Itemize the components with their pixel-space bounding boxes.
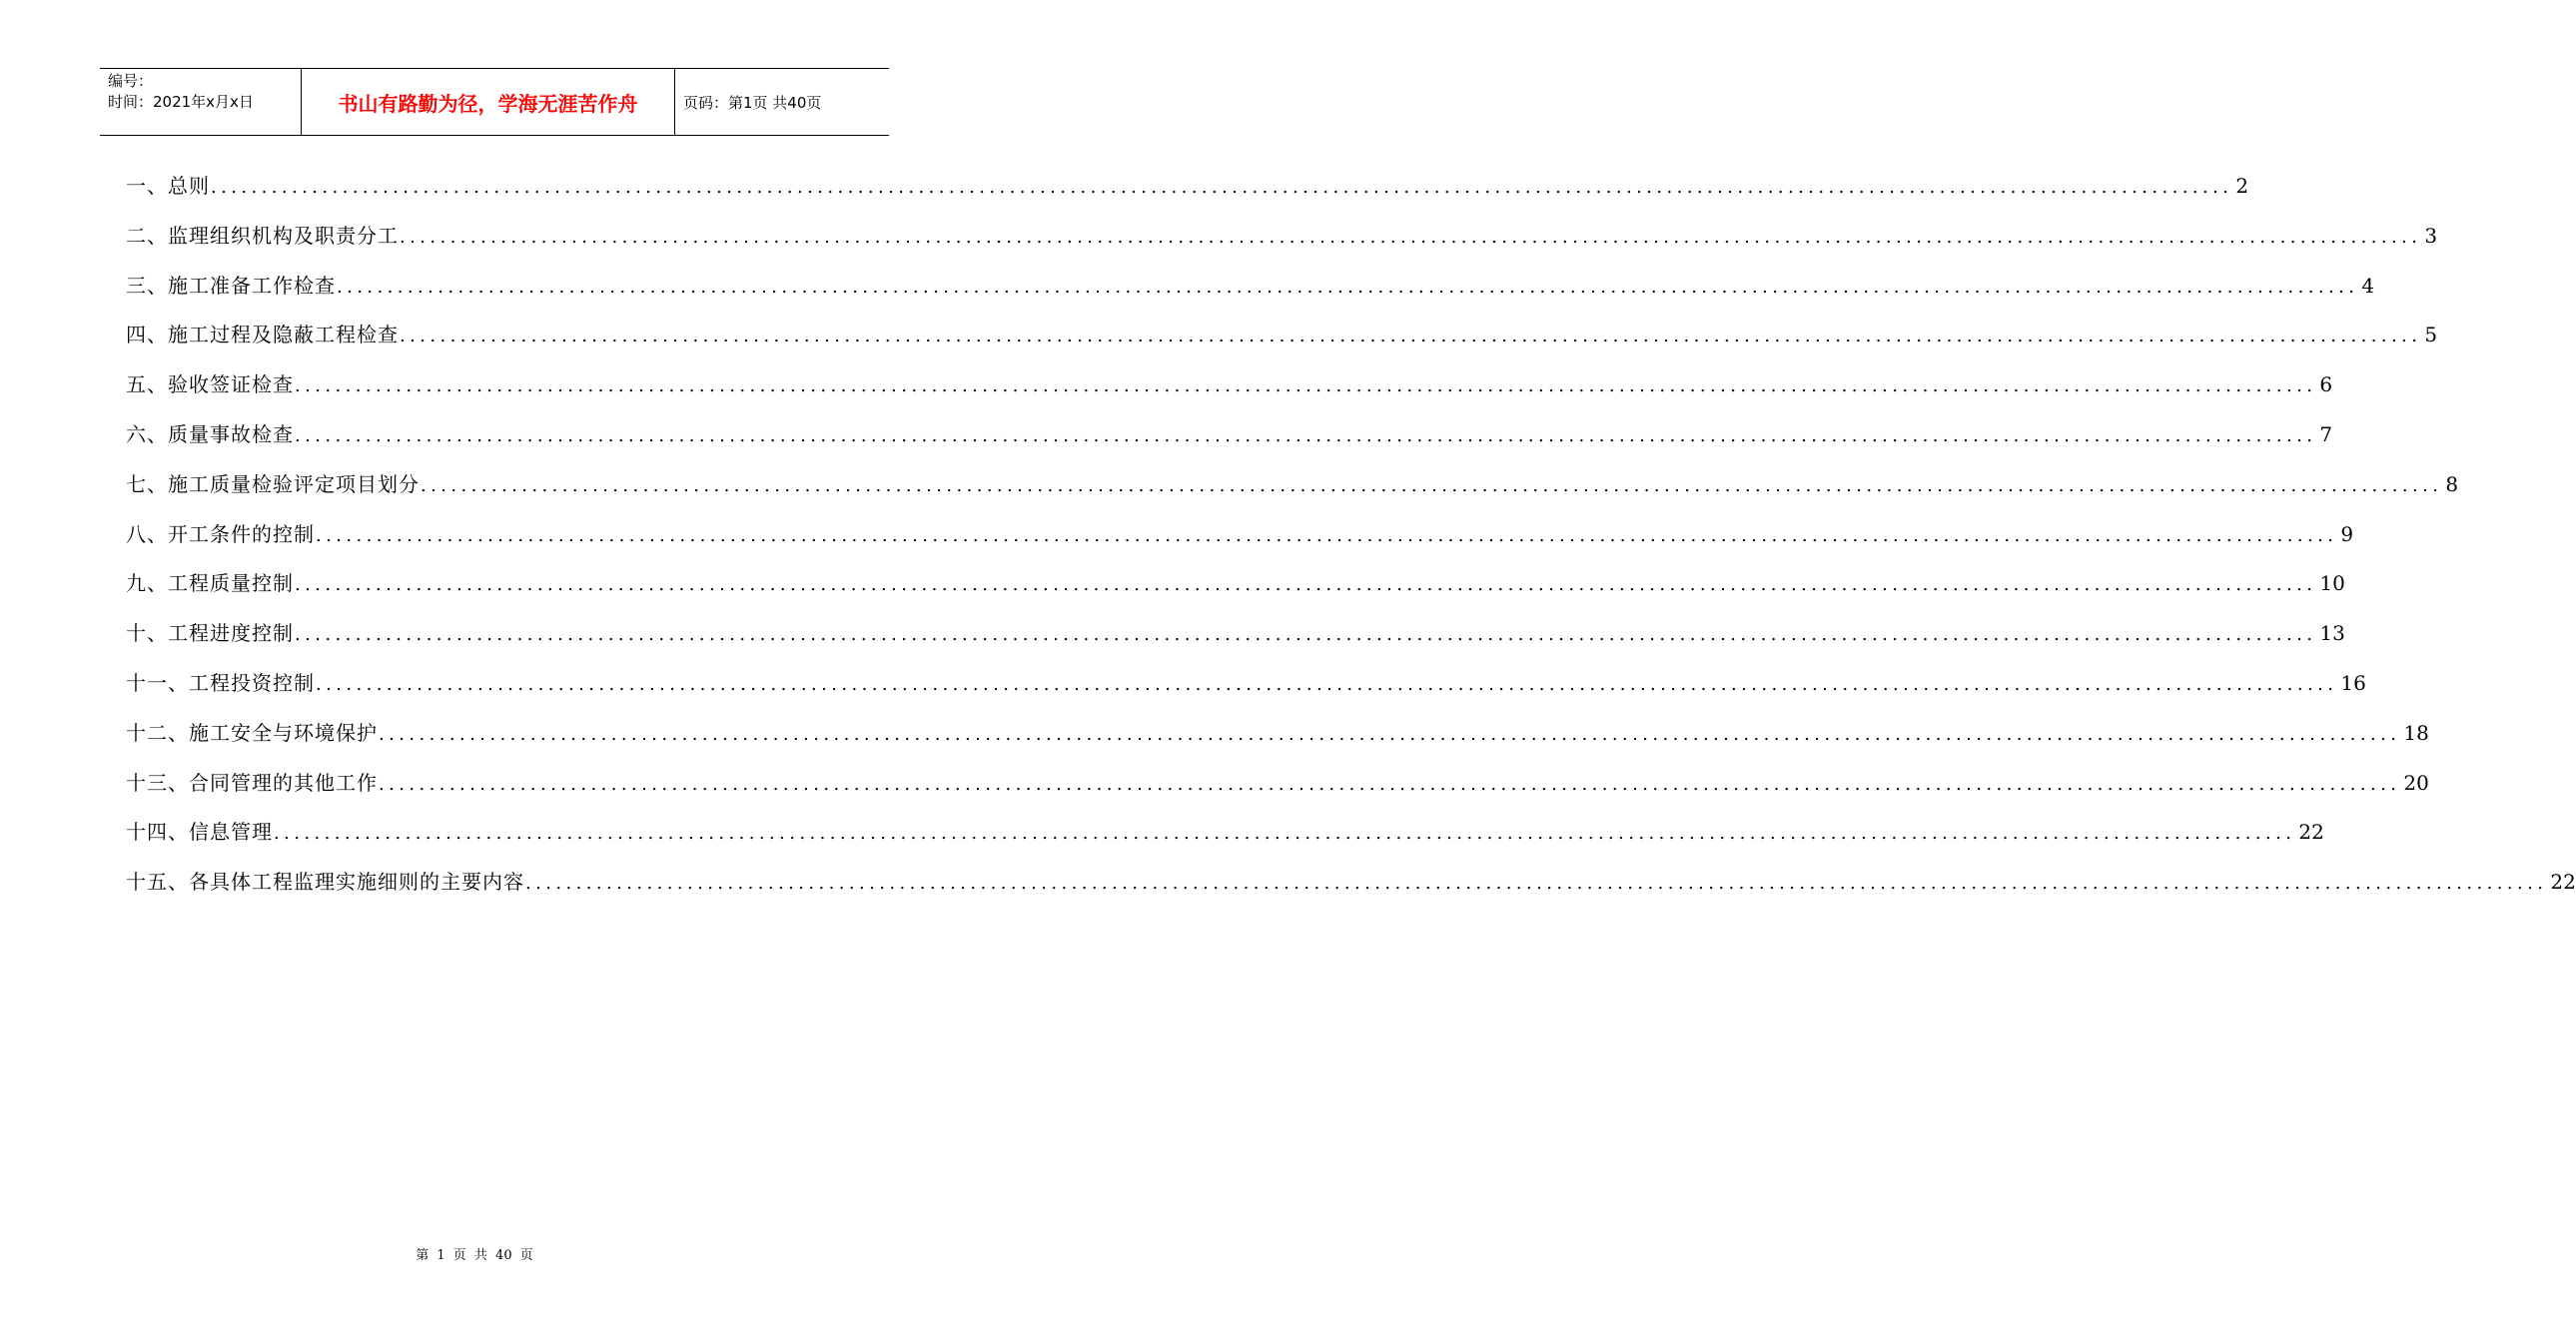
toc-entry[interactable]: [126, 366, 2333, 416]
toc-entry-page-number: 10: [2319, 571, 2345, 596]
toc-entry-title: 十三、合同管理的其他工作: [126, 770, 378, 795]
toc-dot-leader: ........................................................................................................................................................................................................: [295, 424, 2317, 446]
toc-dot-leader: ........................................................................................................................................................................................................: [295, 375, 2317, 397]
toc-dot-leader: ........................................................................................................................................................................................................: [400, 326, 2422, 347]
toc-entry-title: 八、开工条件的控制: [126, 521, 315, 546]
toc-entry[interactable]: [126, 168, 2249, 218]
toc-entry-page-number: 9: [2340, 521, 2354, 546]
toc-entry[interactable]: [126, 218, 2438, 268]
footer-page-number: 第 1 页 共 40 页: [416, 1248, 533, 1263]
toc-entry-page-number: 6: [2319, 372, 2333, 397]
toc-entry[interactable]: [126, 268, 2375, 318]
page-header: [100, 68, 889, 136]
toc-entry-title: 四、施工过程及隐蔽工程检查: [126, 323, 399, 347]
time-label: 时间：2021年x月x日: [108, 93, 254, 111]
toc-entry[interactable]: [126, 466, 2459, 516]
toc-dot-leader: ........................................................................................................................................................................................................: [316, 673, 2338, 695]
toc-entry-title: 十五、各具体工程监理实施细则的主要内容: [126, 870, 524, 895]
toc-dot-leader: ........................................................................................................................................................................................................: [400, 226, 2422, 248]
toc-entry-title: 六、质量事故检查: [126, 421, 294, 446]
toc-dot-leader: ........................................................................................................................................................................................................: [295, 574, 2317, 596]
toc-entry-page-number: 22: [2550, 870, 2576, 895]
toc-entry-title: 十四、信息管理: [126, 820, 273, 845]
header-meta-cell: [100, 69, 302, 135]
toc-entry[interactable]: [126, 416, 2333, 466]
toc-entry-page-number: 13: [2319, 621, 2345, 646]
toc-dot-leader: ........................................................................................................................................................................................................: [379, 773, 2401, 795]
toc-entry[interactable]: [126, 615, 2345, 665]
toc-entry[interactable]: [126, 565, 2345, 615]
toc-entry-page-number: 7: [2319, 421, 2333, 446]
number-label: 编号：: [108, 72, 154, 90]
toc-entry-page-number: 3: [2424, 223, 2438, 248]
header-page-cell: [675, 69, 889, 135]
toc-entry[interactable]: [126, 765, 2429, 815]
toc-entry-page-number: 8: [2445, 471, 2459, 496]
toc-entry-title: 二、监理组织机构及职责分工: [126, 223, 399, 248]
toc-entry-title: 一、总则: [126, 174, 210, 198]
toc-entry-page-number: 4: [2361, 273, 2375, 298]
toc-entry[interactable]: [126, 814, 2324, 864]
table-of-contents: [126, 168, 2576, 914]
toc-entry-page-number: 16: [2340, 670, 2366, 695]
toc-dot-leader: ........................................................................................................................................................................................................: [316, 524, 2338, 546]
toc-dot-leader: ........................................................................................................................................................................................................: [525, 873, 2548, 895]
toc-dot-leader: ........................................................................................................................................................................................................: [211, 177, 2233, 198]
toc-entry-title: 十、工程进度控制: [126, 621, 294, 646]
toc-entry-title: 九、工程质量控制: [126, 571, 294, 596]
toc-dot-leader: ........................................................................................................................................................................................................: [295, 624, 2317, 646]
toc-entry-title: 七、施工质量检验评定项目划分: [126, 471, 420, 496]
page-footer: [0, 1244, 949, 1263]
toc-entry-title: 三、施工准备工作检查: [126, 273, 336, 298]
toc-entry-page-number: 22: [2298, 820, 2324, 845]
toc-entry-page-number: 20: [2403, 770, 2429, 795]
page-count-label: 页码：第1页 共40页: [683, 93, 822, 112]
toc-entry[interactable]: [126, 715, 2429, 765]
motto-text: 书山有路勤为径，学海无涯苦作舟: [338, 91, 638, 116]
toc-entry[interactable]: [126, 317, 2438, 366]
toc-entry-title: 五、验收签证检查: [126, 372, 294, 397]
toc-entry-page-number: 18: [2403, 720, 2429, 745]
toc-entry[interactable]: [126, 864, 2576, 914]
toc-entry-page-number: 2: [2235, 174, 2249, 198]
toc-dot-leader: ........................................................................................................................................................................................................: [274, 823, 2296, 845]
toc-entry[interactable]: [126, 516, 2354, 566]
toc-entry-title: 十一、工程投资控制: [126, 670, 315, 695]
toc-dot-leader: ........................................................................................................................................................................................................: [421, 474, 2443, 496]
toc-entry[interactable]: [126, 665, 2366, 715]
toc-entry-title: 十二、施工安全与环境保护: [126, 720, 378, 745]
toc-entry-page-number: 5: [2424, 323, 2438, 347]
header-motto-cell: [302, 69, 675, 135]
toc-dot-leader: ........................................................................................................................................................................................................: [379, 723, 2401, 745]
toc-dot-leader: ........................................................................................................................................................................................................: [337, 276, 2359, 298]
